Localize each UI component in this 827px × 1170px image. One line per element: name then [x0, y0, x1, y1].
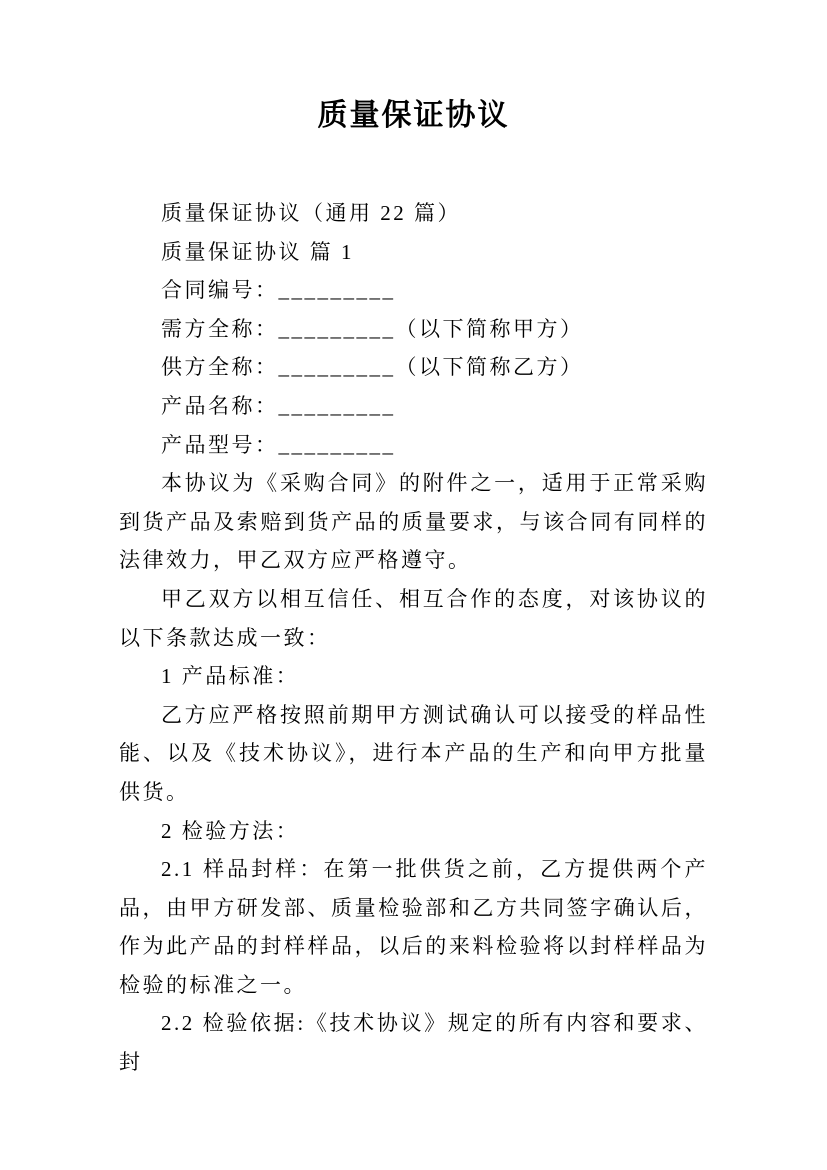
document-title: 质量保证协议	[317, 99, 510, 132]
field-buyer-name: 需方全称：_________（以下简称甲方）	[161, 316, 584, 341]
document-body	[119, 194, 708, 1082]
field-contract-number: 合同编号：_________	[161, 278, 396, 303]
clause-2-2-body: 2.2 检验依据:《技术协议》规定的所有内容和要求、封	[119, 1011, 708, 1075]
paragraph-heading-part: 质量保证协议 篇 1	[161, 239, 354, 264]
paragraph-agreement-statement: 甲乙双方以相互信任、相互合作的态度，对该协议的以下条款达成一致：	[119, 586, 708, 650]
paragraph-heading-series: 质量保证协议（通用 22 篇）	[161, 201, 461, 225]
field-product-model: 产品型号：_________	[161, 432, 396, 457]
clause-1-body: 乙方应严格按照前期甲方测试确认可以接受的样品性能、以及《技术协议》，进行本产品的生产和向甲方批量供货。	[119, 702, 708, 804]
field-product-name: 产品名称：_________	[161, 393, 396, 418]
clause-1-title: 1 产品标准：	[161, 664, 300, 689]
paragraph-preamble: 本协议为《采购合同》的附件之一，适用于正常采购到货产品及索赔到货产品的质量要求，与该合同有同样的法律效力，甲乙双方应严格遵守。	[119, 471, 708, 573]
field-supplier-name: 供方全称：_________（以下简称乙方）	[161, 355, 584, 380]
clause-2-1-body: 2.1 样品封样：在第一批供货之前，乙方提供两个产品，由甲方研发部、质量检验部和乙方共同签字确认后，作为此产品的封样样品，以后的来料检验将以封样样品为检验的标准之一。	[119, 857, 708, 997]
clause-2-title: 2 检验方法：	[161, 818, 300, 843]
